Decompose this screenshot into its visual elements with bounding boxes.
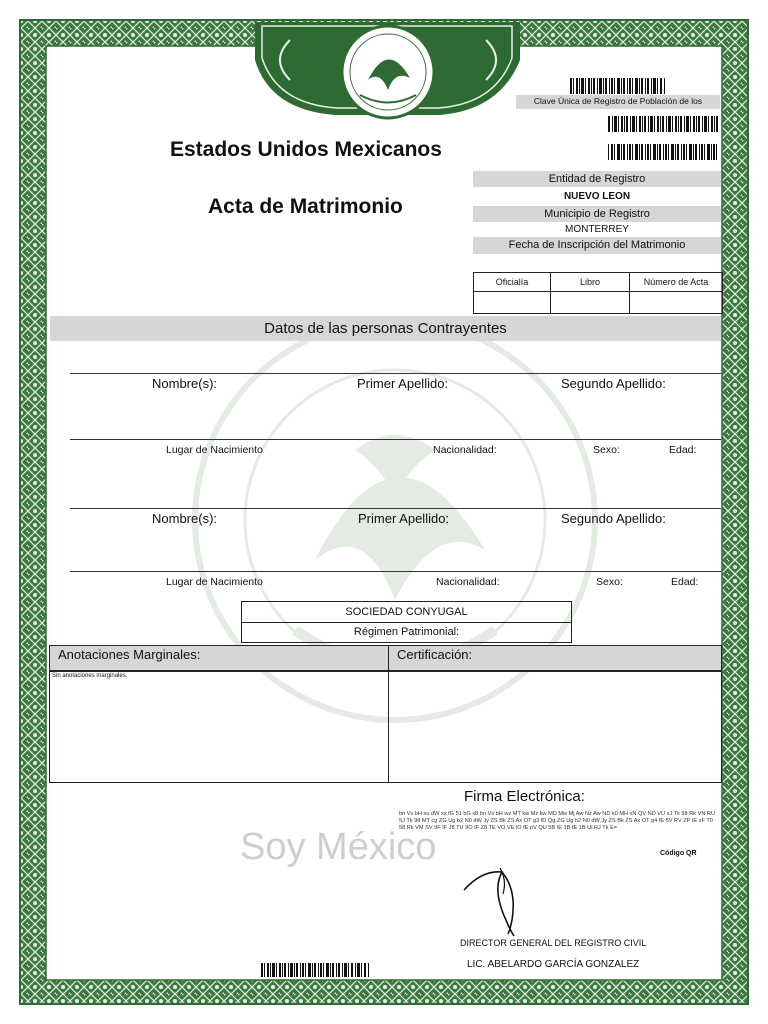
- libro-header: Libro: [551, 273, 630, 292]
- certification-box: [388, 671, 722, 783]
- annotations-title: Anotaciones Marginales:: [58, 647, 201, 662]
- segundo-apellido-label-2: Segundo Apellido:: [561, 511, 666, 526]
- barcode-icon: [570, 78, 666, 94]
- certification-title: Certificación:: [397, 647, 473, 662]
- lugar-nacimiento-label-2: Lugar de Nacimiento: [166, 576, 263, 588]
- municipio-value: MONTERREY: [565, 224, 629, 235]
- annotations-box: [49, 671, 389, 783]
- section-title: Datos de las personas Contrayentes: [50, 316, 721, 341]
- sexo-label-2: Sexo:: [596, 576, 623, 588]
- signature-title: Firma Electrónica:: [464, 788, 585, 805]
- barcode-icon: [261, 963, 371, 977]
- regime-label: Régimen Patrimonial:: [353, 626, 460, 638]
- lugar-nacimiento-label-1: Lugar de Nacimiento: [166, 444, 263, 456]
- country-title: Estados Unidos Mexicanos: [170, 138, 442, 161]
- annotations-text: Sin anotaciones marginales.: [52, 673, 128, 679]
- slogan: Soy México: [240, 826, 437, 868]
- fecha-label: Fecha de Inscripción del Matrimonio: [473, 237, 721, 254]
- primer-apellido-label-1: Primer Apellido:: [357, 376, 449, 391]
- entidad-value: NUEVO LEON: [563, 191, 631, 202]
- sexo-label-1: Sexo:: [593, 444, 620, 456]
- nombre-label-2: Nombre(s):: [152, 511, 218, 526]
- qr-label: Código QR: [660, 850, 697, 857]
- regime-type: SOCIEDAD CONYUGAL: [242, 602, 571, 623]
- curp-label: Clave Única de Registro de Población de los: [533, 96, 703, 106]
- primer-apellido-label-2: Primer Apellido:: [358, 511, 450, 526]
- signature-icon: [462, 860, 532, 940]
- registry-table: [473, 272, 723, 314]
- document-title: Acta de Matrimonio: [208, 195, 403, 218]
- barcode-icon: [608, 116, 718, 132]
- municipio-label: Municipio de Registro: [473, 206, 721, 222]
- edad-label-1: Edad:: [669, 444, 697, 456]
- nacionalidad-label-2: Nacionalidad:: [436, 576, 500, 588]
- director-name: LIC. ABELARDO GARCÍA GONZALEZ: [467, 959, 640, 970]
- entidad-label: Entidad de Registro: [473, 171, 721, 187]
- numero-acta-header: Número de Acta: [630, 273, 722, 292]
- regime-box: [241, 601, 572, 643]
- director-title: DIRECTOR GENERAL DEL REGISTRO CIVIL: [460, 938, 647, 948]
- oficialia-header: Oficialía: [474, 273, 551, 292]
- segundo-apellido-label-1: Segundo Apellido:: [561, 376, 666, 391]
- nombre-label-1: Nombre(s):: [152, 376, 218, 391]
- signature-hash: bn Vs bH xu dW xs fG 51 bG x8 bn Vs bH wz MT kw Mz kw MD Mw Mj Aw Nz Aw ND k0 MH xN QV ND VU xJ Tk 98 Rk VN RU 5J Tk 98 MT cg ZG Ug b2 N0 dW Jy ZS Bk ZS Ax OT g3 fD Qg ZG Ug b2 N0 dW Jy ZS Bk ZS Ax OT g4 fE 5V RV ZP IE xF T0 58 Rk VM SV 9F IF J8 TU 9O IF Z8 TE VO VE lO fE pV QU 5B IE 1B fE 1B Ul RJ Tk E=: [399, 811, 716, 832]
- edad-label-2: Edad:: [671, 576, 699, 588]
- barcode-icon: [608, 144, 718, 160]
- nacionalidad-label-1: Nacionalidad:: [433, 444, 497, 456]
